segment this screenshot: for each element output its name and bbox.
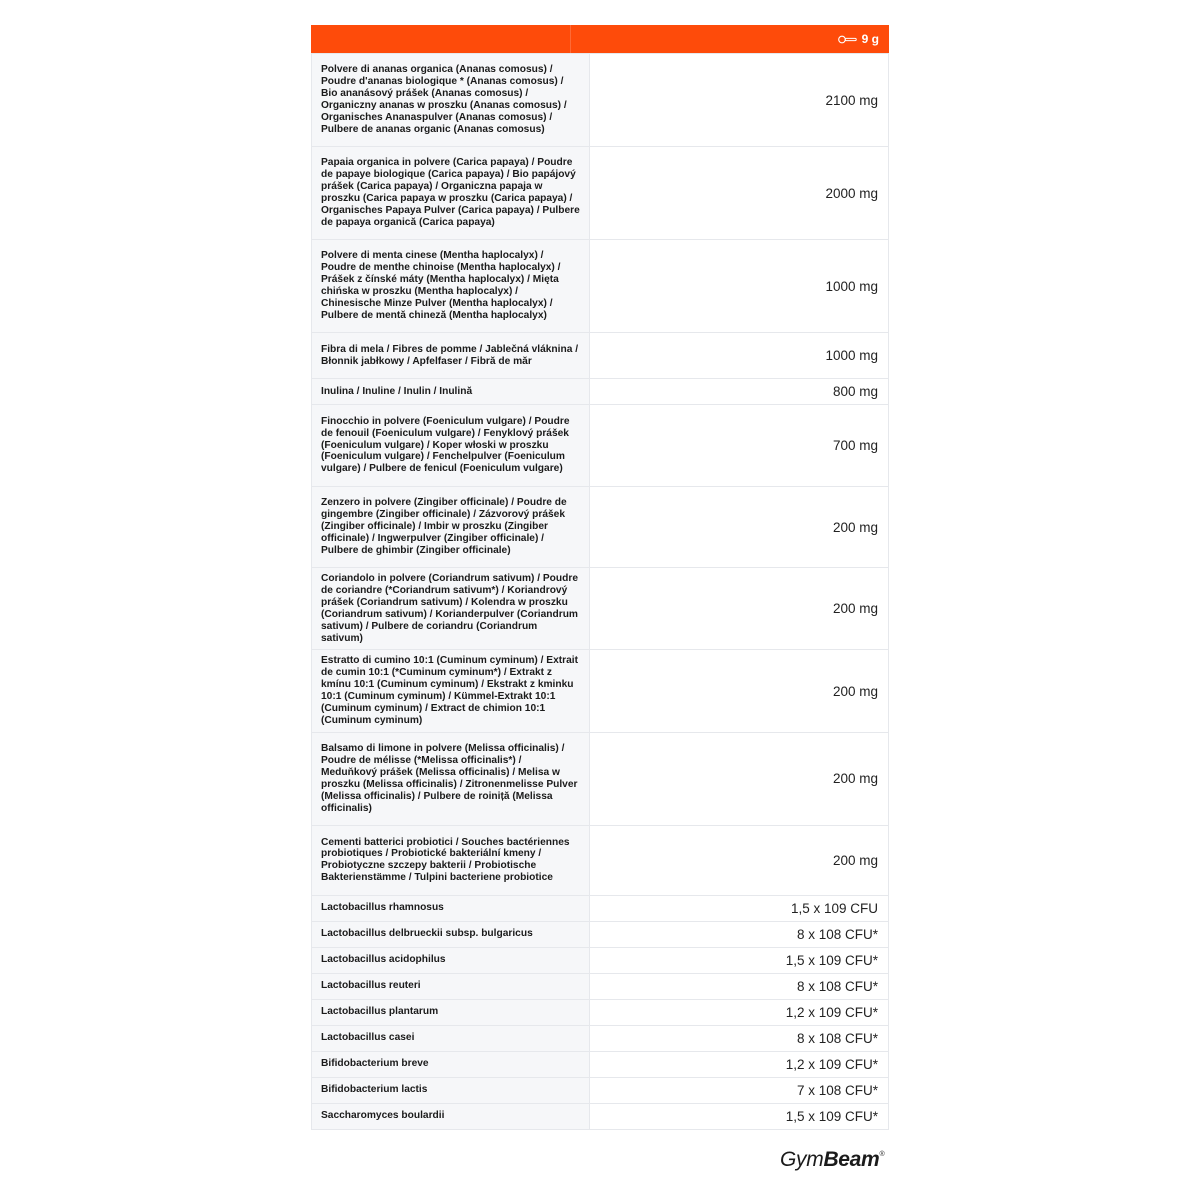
table-row xyxy=(312,54,889,147)
ingredient-name: Coriandolo in polvere (Coriandrum sativum) / Poudre de coriandre (*Coriandrum sativum*) / Koriandrový prášek (Coriandrum sativum) / Kolendra w proszku (Coriandrum sativum) / Korianderpulver (Coriandrum sativum) / Pulbere de coriandru (Coriandrum sativum) xyxy=(312,568,590,650)
table-row xyxy=(312,895,889,921)
table-row xyxy=(312,650,889,732)
gymbeam-logo: GymBeam® xyxy=(780,1148,885,1171)
table-row xyxy=(312,1051,889,1077)
ingredient-amount: 200 mg xyxy=(590,568,889,650)
ingredient-amount: 200 mg xyxy=(590,487,889,568)
ingredient-amount: 1,5 x 109 CFU* xyxy=(590,947,889,973)
table-header xyxy=(311,25,889,53)
ingredient-name: Bifidobacterium lactis xyxy=(312,1077,590,1103)
ingredient-amount: 200 mg xyxy=(590,650,889,732)
ingredient-amount: 200 mg xyxy=(590,732,889,825)
table-row xyxy=(312,973,889,999)
table-row xyxy=(312,333,889,379)
table-row xyxy=(312,487,889,568)
header-ingredient-column xyxy=(311,25,571,53)
ingredient-amount: 1,5 x 109 CFU xyxy=(590,895,889,921)
ingredient-amount: 200 mg xyxy=(590,825,889,895)
ingredient-name: Saccharomyces boulardii xyxy=(312,1103,590,1129)
ingredients-table xyxy=(311,53,889,1130)
ingredient-name: Papaia organica in polvere (Carica papaya) / Poudre de papaye biologique (Carica papaya) / Bio papájový prášek (Carica papaya) / Organiczna papaja w proszku (Carica papaya w proszku (Carica papaya) / Organisches Papaya Pulver (Carica papaya) / Pulbere de papaya organică (Carica papaya) xyxy=(312,147,590,240)
scoop-icon xyxy=(838,35,857,44)
ingredient-amount: 2000 mg xyxy=(590,147,889,240)
table-row xyxy=(312,147,889,240)
ingredient-amount: 2100 mg xyxy=(590,54,889,147)
ingredient-amount: 8 x 108 CFU* xyxy=(590,921,889,947)
table-row xyxy=(312,921,889,947)
ingredient-name: Lactobacillus rhamnosus xyxy=(312,895,590,921)
ingredient-amount: 8 x 108 CFU* xyxy=(590,1025,889,1051)
ingredient-name: Lactobacillus plantarum xyxy=(312,999,590,1025)
ingredient-amount: 800 mg xyxy=(590,379,889,405)
ingredient-name: Fibra di mela / Fibres de pomme / Jablečná vláknina / Błonnik jabłkowy / Apfelfaser / Fibră de măr xyxy=(312,333,590,379)
table-row xyxy=(312,405,889,487)
table-row xyxy=(312,999,889,1025)
ingredient-name: Finocchio in polvere (Foeniculum vulgare) / Poudre de fenouil (Foeniculum vulgare) / Fenyklový prášek (Foeniculum vulgare) / Koper włoski w proszku (Foeniculum vulgare) / Fenchelpulver (Foeniculum vulgare) / Pulbere de fenicul (Foeniculum vulgare) xyxy=(312,405,590,487)
ingredient-amount: 1000 mg xyxy=(590,333,889,379)
table-row xyxy=(312,379,889,405)
ingredient-name: Bifidobacterium breve xyxy=(312,1051,590,1077)
table-row xyxy=(312,1025,889,1051)
table-row xyxy=(312,947,889,973)
ingredient-amount: 7 x 108 CFU* xyxy=(590,1077,889,1103)
ingredient-name: Lactobacillus acidophilus xyxy=(312,947,590,973)
table-row xyxy=(312,1103,889,1129)
table-row xyxy=(312,732,889,825)
ingredient-amount: 1,2 x 109 CFU* xyxy=(590,999,889,1025)
ingredient-amount: 1000 mg xyxy=(590,240,889,333)
ingredient-name: Balsamo di limone in polvere (Melissa officinalis) / Poudre de mélisse (*Melissa officinalis*) / Meduňkový prášek (Melissa officinalis) / Melisa w proszku (Melissa officinalis) / Zitronenmelisse Pulver (Melissa officinalis) / Pulbere de roiniță (Melissa officinalis) xyxy=(312,732,590,825)
nutrition-table xyxy=(311,25,889,1130)
ingredient-amount: 1,5 x 109 CFU* xyxy=(590,1103,889,1129)
ingredient-amount: 1,2 x 109 CFU* xyxy=(590,1051,889,1077)
header-serving-column xyxy=(571,25,889,53)
table-row xyxy=(312,1077,889,1103)
ingredient-name: Lactobacillus reuteri xyxy=(312,973,590,999)
serving-size: 9 g xyxy=(861,32,879,46)
ingredient-name: Lactobacillus casei xyxy=(312,1025,590,1051)
table-row xyxy=(312,240,889,333)
ingredient-name: Estratto di cumino 10:1 (Cuminum cyminum) / Extrait de cumin 10:1 (*Cuminum cyminum*) / Extrakt z kmínu 10:1 (Cuminum cyminum) / Ekstrakt z kminku 10:1 (Cuminum cyminum) / Kümmel-Extrakt 10:1 (Cuminum cyminum) / Extract de chimion 10:1 (Cuminum cyminum) xyxy=(312,650,590,732)
ingredient-name: Inulina / Inuline / Inulin / Inulină xyxy=(312,379,590,405)
table-row xyxy=(312,825,889,895)
ingredient-name: Cementi batterici probiotici / Souches bactériennes probiotiques / Probiotické bakteriální kmeny / Probiotyczne szczepy bakterii / Probiotische Bakterienstämme / Tulpini bacteriene probiotice xyxy=(312,825,590,895)
ingredient-name: Polvere di ananas organica (Ananas comosus) / Poudre d'ananas biologique * (Ananas comosus) / Bio ananásový prášek (Ananas comosus) / Organiczny ananas w proszku (Ananas comosus) / Organisches Ananaspulver (Ananas comosus) / Pulbere de ananas organic (Ananas comosus) xyxy=(312,54,590,147)
ingredient-amount: 8 x 108 CFU* xyxy=(590,973,889,999)
table-row xyxy=(312,568,889,650)
ingredient-name: Polvere di menta cinese (Mentha haplocalyx) / Poudre de menthe chinoise (Mentha haplocalyx) / Prášek z čínské máty (Mentha haplocalyx) / Mięta chińska w proszku (Mentha haplocalyx) / Chinesische Minze Pulver (Mentha haplocalyx) / Pulbere de mentă chineză (Mentha haplocalyx) xyxy=(312,240,590,333)
ingredient-name: Lactobacillus delbrueckii subsp. bulgaricus xyxy=(312,921,590,947)
ingredient-name: Zenzero in polvere (Zingiber officinale) / Poudre de gingembre (Zingiber officinale) / Zázvorový prášek (Zingiber officinale) / Imbir w proszku (Zingiber officinale) / Ingwerpulver (Zingiber officinale) / Pulbere de ghimbir (Zingiber officinale) xyxy=(312,487,590,568)
ingredient-amount: 700 mg xyxy=(590,405,889,487)
